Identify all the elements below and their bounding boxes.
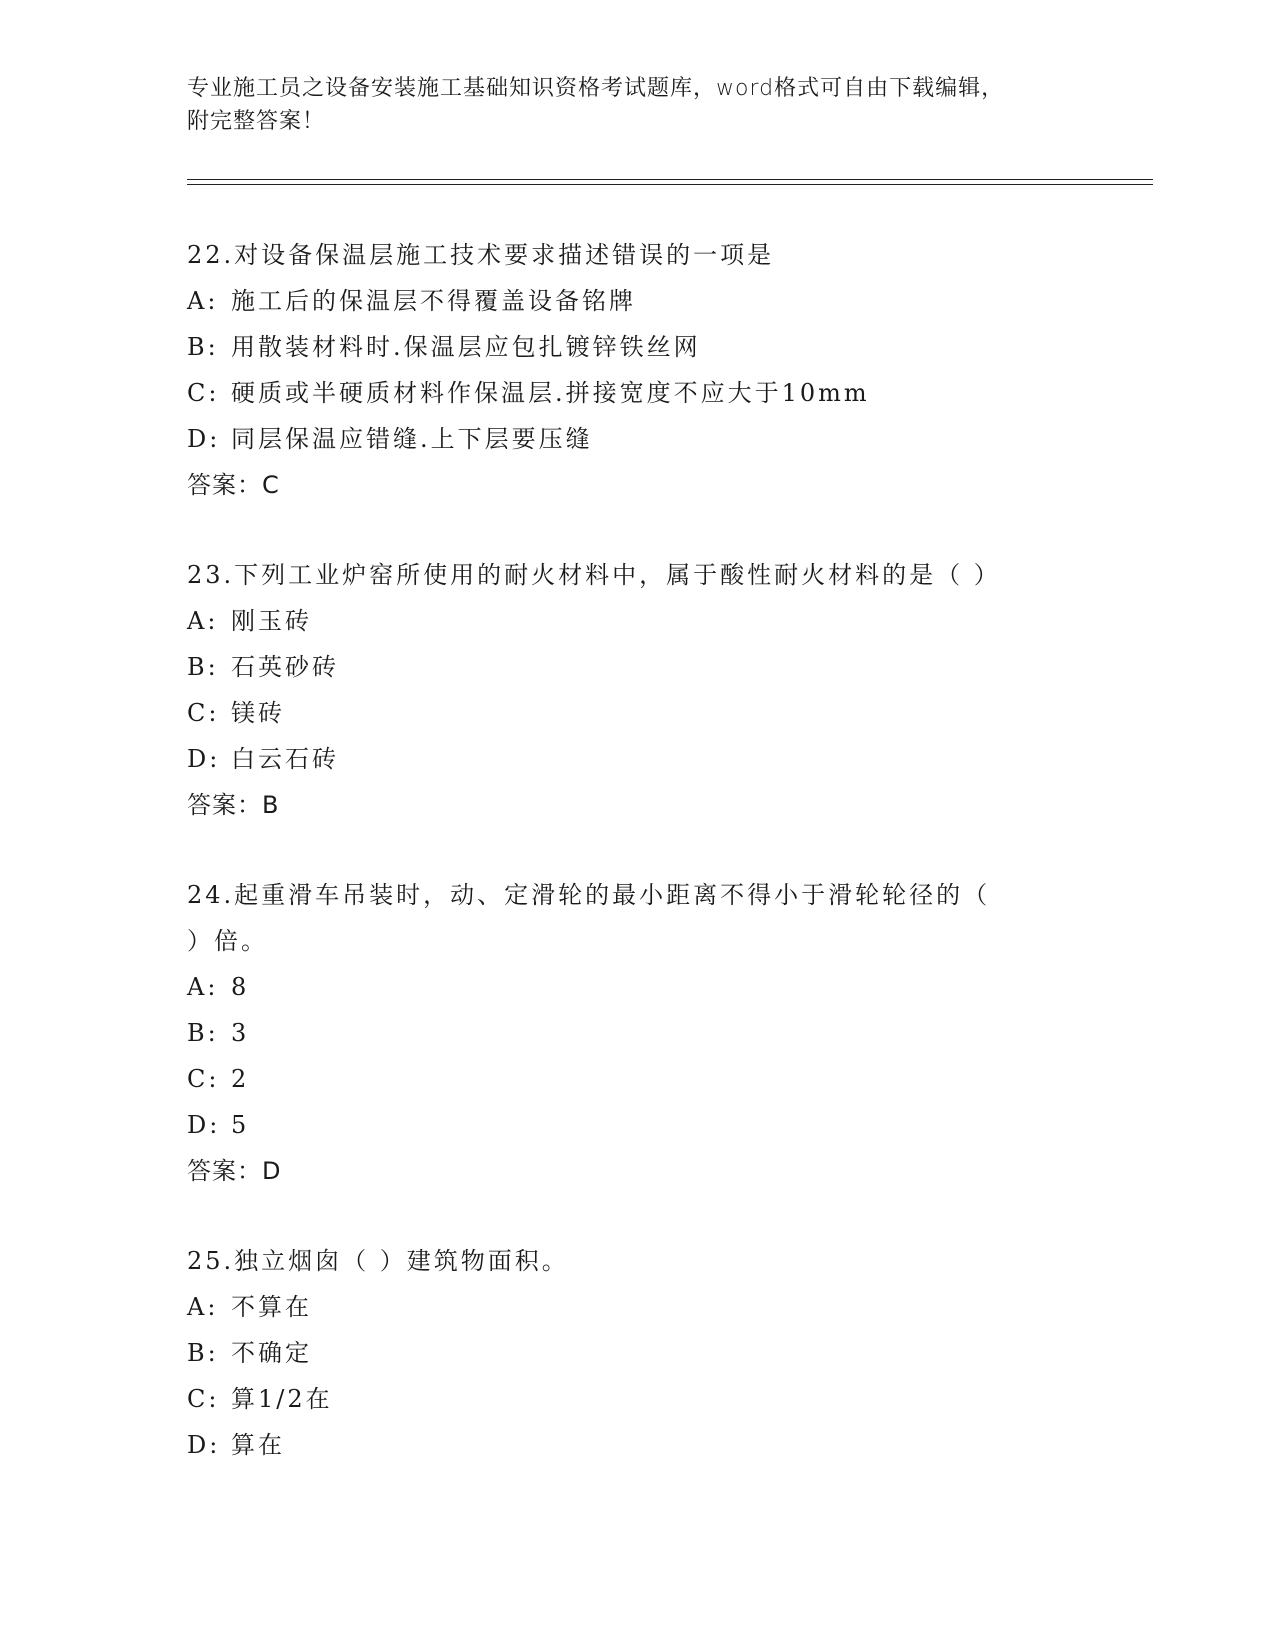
answer-line: 答案：C: [187, 471, 280, 499]
question-24: [187, 872, 1087, 1194]
option-letter: A:: [187, 1293, 219, 1321]
option-c: [187, 370, 1087, 416]
answer-line: 答案：B: [187, 791, 280, 819]
option-text: 8: [231, 973, 250, 1001]
question-stem-continued: ）倍。: [187, 927, 268, 955]
question-stem: 23.下列工业炉窑所使用的耐火材料中，属于酸性耐火材料的是（ ）: [187, 561, 1001, 589]
question-22: [187, 232, 1087, 508]
option-text: 同层保温应错缝.上下层要压缝: [231, 425, 593, 453]
spacer: [187, 1194, 1087, 1238]
question-stem: 25.独立烟囱（ ）建筑物面积。: [187, 1247, 569, 1275]
option-letter: A:: [187, 607, 219, 635]
option-text: 算1/2在: [231, 1385, 333, 1413]
header-rule-top: [187, 179, 1153, 180]
option-b: [187, 1010, 1087, 1056]
option-letter: A:: [187, 973, 219, 1001]
spacer: [187, 828, 1087, 872]
answer-line: 答案：D: [187, 1157, 282, 1185]
question-25: [187, 1238, 1087, 1468]
option-letter: D:: [187, 745, 221, 773]
option-d: [187, 1422, 1087, 1468]
option-text: 石英砂砖: [231, 653, 339, 681]
header-line-2: 附完整答案！: [187, 109, 326, 134]
question-stem: 24.起重滑车吊装时，动、定滑轮的最小距离不得小于滑轮轮径的（: [187, 881, 991, 909]
option-text: 用散装材料时.保温层应包扎镀锌铁丝网: [231, 333, 701, 361]
option-a: [187, 598, 1087, 644]
option-letter: B:: [187, 1339, 219, 1367]
option-letter: C:: [187, 699, 220, 727]
option-b: [187, 644, 1087, 690]
option-letter: B:: [187, 333, 219, 361]
question-stem: 22.对设备保温层施工技术要求描述错误的一项是: [187, 241, 775, 269]
option-letter: C:: [187, 1385, 220, 1413]
option-d: [187, 416, 1087, 462]
option-text: 2: [231, 1065, 250, 1093]
option-c: [187, 1056, 1087, 1102]
option-letter: A:: [187, 287, 219, 315]
option-text: 硬质或半硬质材料作保温层.拼接宽度不应大于10mm: [231, 379, 870, 407]
option-text: 3: [231, 1019, 250, 1047]
option-c: [187, 690, 1087, 736]
question-23: [187, 552, 1087, 828]
option-letter: D:: [187, 425, 221, 453]
option-d: [187, 736, 1087, 782]
option-letter: B:: [187, 653, 219, 681]
option-b: [187, 324, 1087, 370]
option-letter: C:: [187, 379, 220, 407]
option-a: [187, 1284, 1087, 1330]
option-letter: D:: [187, 1111, 221, 1139]
question-list: [187, 232, 1087, 1468]
header-rule-bottom: [187, 184, 1153, 185]
option-text: 刚玉砖: [231, 607, 312, 635]
spacer: [187, 508, 1087, 552]
option-letter: D:: [187, 1431, 221, 1459]
option-letter: C:: [187, 1065, 220, 1093]
option-text: 不确定: [231, 1339, 312, 1367]
option-b: [187, 1330, 1087, 1376]
option-text: 不算在: [231, 1293, 312, 1321]
option-text: 镁砖: [231, 699, 285, 727]
document-header: [187, 72, 1087, 138]
option-text: 算在: [231, 1431, 285, 1459]
header-line-1: 专业施工员之设备安装施工基础知识资格考试题库，word格式可自由下载编辑，: [187, 76, 1005, 101]
option-text: 施工后的保温层不得覆盖设备铭牌: [231, 287, 636, 315]
option-a: [187, 964, 1087, 1010]
option-text: 白云石砖: [231, 745, 339, 773]
option-text: 5: [231, 1111, 250, 1139]
option-d: [187, 1102, 1087, 1148]
option-letter: B:: [187, 1019, 219, 1047]
option-a: [187, 278, 1087, 324]
option-c: [187, 1376, 1087, 1422]
